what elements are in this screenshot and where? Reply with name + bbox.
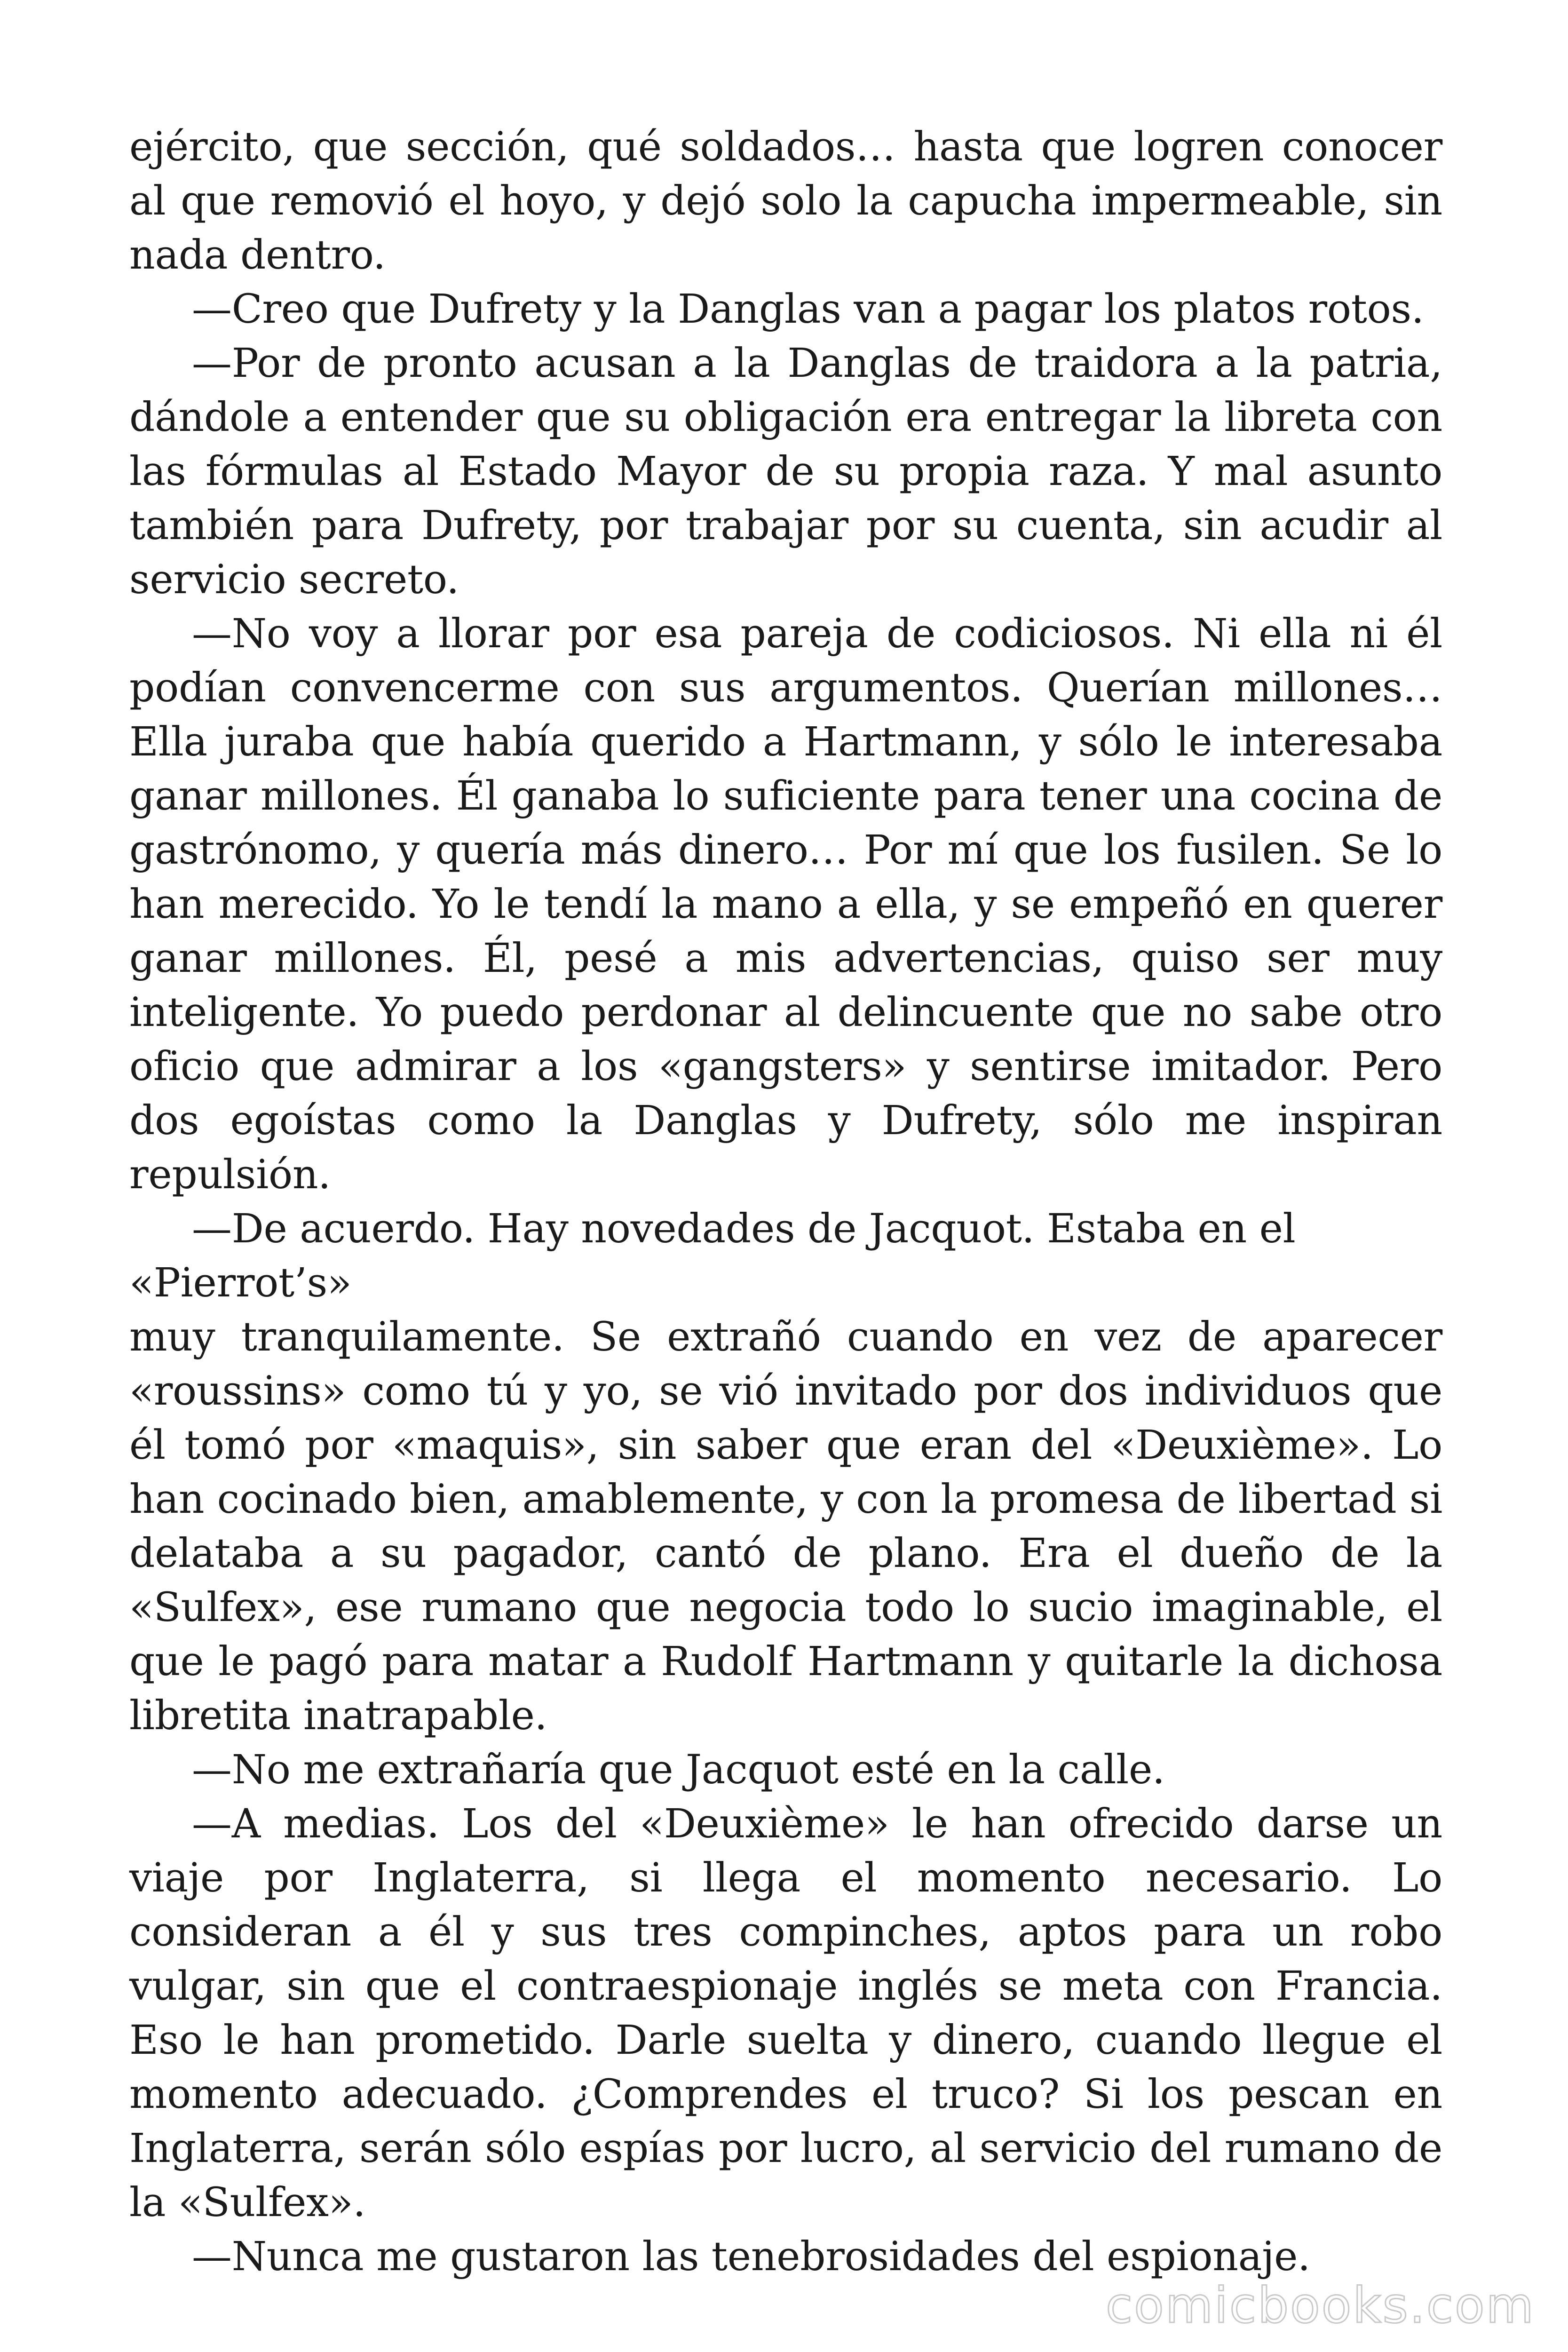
paragraph-8: —No me extrañaría que Jacquot esté en la calle. — [192, 1747, 1165, 1793]
paragraph-9: —A medias. Los del «Deuxième» le han ofrecido darse un viaje por Inglaterra, si llega el momento necesario. Lo consideran a él y sus tres compinches, aptos para un robo vulgar, sin que el contraespionaje inglés se meta con Francia. Eso le han prometido. Darle suelta y dinero, cuando llegue el momento adecuado. ¿Comprendes el truco? Si los pescan en Inglaterra, serán sólo espías por lucro, al servicio del rumano de la «Sulfex». — [129, 1801, 1442, 2226]
paragraph-1: ejército, que sección, qué soldados… hasta que logren conocer al que removió el hoyo, y dejó solo la capucha impermeable, sin nada dentro. — [129, 124, 1442, 278]
paragraph-4: —No voy a llorar por esa pareja de codiciosos. Ni ella ni él podían convencerme con sus argumentos. Querían millones… Ella juraba que había querido a Hartmann, y sólo le interesaba ganar millones. Él ganaba lo suficiente para tener una cocina de gastrónomo, y quería más dinero… Por mí que los fusilen. Se lo han merecido. Yo le tendí la mano a ella, y se empeñó en querer ganar millones. Él, pesé a mis advertencias, quiso ser muy inteligente. Yo puedo perdonar al delincuente que no sabe otro oficio que admirar a los «gangsters» y sentirse imitador. Pero dos egoístas como la Danglas y Dufrety, sólo me inspiran repulsión. — [129, 611, 1442, 1198]
paragraph-7: muy tranquilamente. Se extrañó cuando en vez de aparecer «roussins» como tú y yo, se vió invitado por dos individuos que él tomó por «maquis», sin saber que eran del «Deuxième». Lo han cocinado bien, amablemente, y con la promesa de libertad si delataba a su pagador, cantó de plano. Era el dueño de la «Sulfex», ese rumano que negocia todo lo sucio imaginable, el que le pagó para matar a Rudolf Hartmann y quitarle la dichosa libretita inatrapable. — [129, 1314, 1442, 1739]
paragraph-5: —De acuerdo. Hay novedades de Jacquot. Estaba en el — [192, 1206, 1296, 1252]
page-body — [129, 120, 1442, 2284]
paragraph-10: —Nunca me gustaron las tenebrosidades del espionaje. — [192, 2233, 1310, 2280]
paragraph-6: «Pierrot’s» — [129, 1260, 352, 1306]
paragraph-2: —Creo que Dufrety y la Danglas van a pagar los platos rotos. — [192, 286, 1424, 333]
watermark: comicbooks.com — [1105, 2277, 1535, 2334]
paragraph-3: —Por de pronto acusan a la Danglas de traidora a la patria, dándole a entender que su obligación era entregar la libreta con las fórmulas al Estado Mayor de su propia raza. Y mal asunto también para Dufrety, por trabajar por su cuenta, sin acudir al servicio secreto. — [129, 340, 1442, 603]
